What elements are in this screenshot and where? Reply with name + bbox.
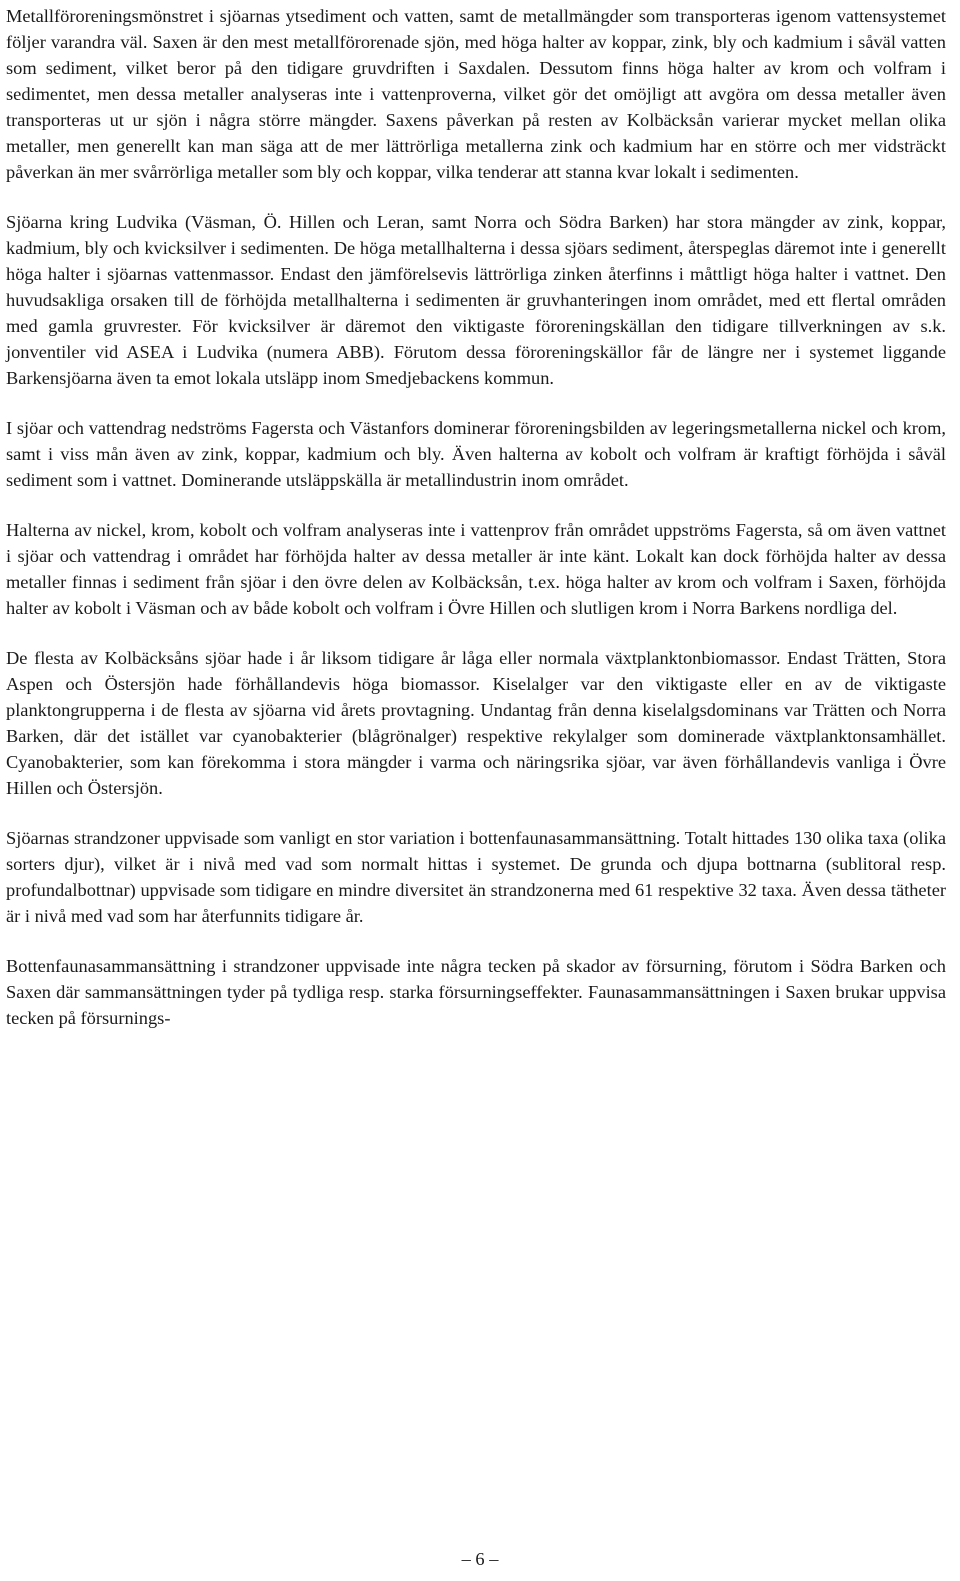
paragraph-shore-zones: Sjöarnas strandzoner uppvisade som vanligt en stor variation i bottenfaunasammansättning. Totalt hittades 130 olika taxa (olika sorters djur), vilket är i nivå med vad som normalt hittas i systemet. De grunda och djupa bottnarna (sublitoral resp. profundalbottnar) uppvisade som tidigare en mindre diversitet än strandzonerna med 61 respektive 32 taxa. Även dessa tätheter är i nivå med vad som har återfunnits tidigare år. (6, 828, 946, 926)
paragraph-metal-pollution-pattern: Metallföroreningsmönstret i sjöarnas ytsediment och vatten, samt de metallmängder som transporteras igenom vattensystemet följer varandra väl. Saxen är den mest metallförorenade sjön, med höga halter av koppar, zink, bly och kadmium i såväl vatten som sediment, vilket beror på den tidigare gruvdriften i Saxdalen. Dessutom finns höga halter av krom och volfram i sedimentet, men dessa metaller analyseras inte i vattenproverna, vilket gör det omöjligt att avgöra om dessa metaller även transporteras ut ur sjön i några större mängder. Saxens påverkan på resten av Kolbäcksån varierar mycket mellan olika metaller, men generellt kan man säga att de mer lättrörliga metallerna zink och kadmium har en större och mer vidsträckt påverkan än mer svårrörliga metaller som bly och koppar, vilka tenderar att stanna kvar lokalt i sedimenten. (6, 6, 946, 182)
paragraph-upstream-analysis: Halterna av nickel, krom, kobolt och volfram analyseras inte i vattenprov från området uppströms Fagersta, så om även vattnet i sjöar och vattendrag i området har förhöjda halter av dessa metaller är inte känt. Lokalt kan dock förhöjda halter av dessa metaller finnas i sediment från sjöar i den övre delen av Kolbäcksån, t.ex. höga halter av krom och volfram i Saxen, förhöjda halter av kobolt i Väsman och av både kobolt och volfram i Övre Hillen och slutligen krom i Norra Barkens nordliga del. (6, 520, 946, 618)
paragraph-fagersta-downstream: I sjöar och vattendrag nedströms Fagersta och Västanfors dominerar föroreningsbilden av legeringsmetallerna nickel och krom, samt i viss mån även av zink, koppar, kadmium och bly. Även halterna av kobolt och volfram är kraftigt förhöjda i såväl sediment som i vattnet. Dominerande utsläppskälla är metallindustrin inom området. (6, 418, 946, 490)
document-body (6, 0, 946, 1031)
paragraph-ludvika-lakes: Sjöarna kring Ludvika (Väsman, Ö. Hillen och Leran, samt Norra och Södra Barken) har stora mängder av zink, koppar, kadmium, bly och kvicksilver i sedimenten. De höga metallhalterna i dessa sjöars sediment, återspeglas däremot inte i generellt höga halter i sjöarnas vattenmassor. Endast den jämförelsevis lättrörliga zinken återfinns i måttligt höga halter i vattnet. Den huvudsakliga orsaken till de förhöjda metallhalterna i sedimenten är gruvhanteringen inom området, med ett flertal områden med gamla gruvrester. För kvicksilver är däremot den viktigaste föroreningskällan den tidigare tillverkningen av s.k. jonventiler vid ASEA i Ludvika (numera ABB). Förutom dessa föroreningskällor får de längre ner i systemet liggande Barkensjöarna även ta emot lokala utsläpp inom Smedjebackens kommun. (6, 212, 946, 388)
paragraph-acidification: Bottenfaunasammansättning i strandzoner uppvisade inte några tecken på skador av försurning, förutom i Södra Barken och Saxen där sammansättningen tyder på tydliga resp. starka försurningseffekter. Faunasammansättningen i Saxen brukar uppvisa tecken på försurnings- (6, 956, 946, 1028)
paragraph-phytoplankton: De flesta av Kolbäcksåns sjöar hade i år liksom tidigare år låga eller normala växtplanktonbiomassor. Endast Trätten, Stora Aspen och Östersjön hade förhållandevis höga biomassor. Kiselalger var den viktigaste eller en av de viktigaste planktongrupperna i de flesta av sjöarna vid årets provtagning. Undantag från denna kiselalgsdominans var Trätten och Norra Barken, där det istället var cyanobakterier (blågrönalger) respektive rekylalger som dominerade växtplanktonsamhället. Cyanobakterier, som kan förekomma i stora mängder i varma och näringsrika sjöar, var även förhållandevis vanliga i Övre Hillen och Östersjön. (6, 648, 946, 798)
page-number: – 6 – (461, 1549, 499, 1569)
